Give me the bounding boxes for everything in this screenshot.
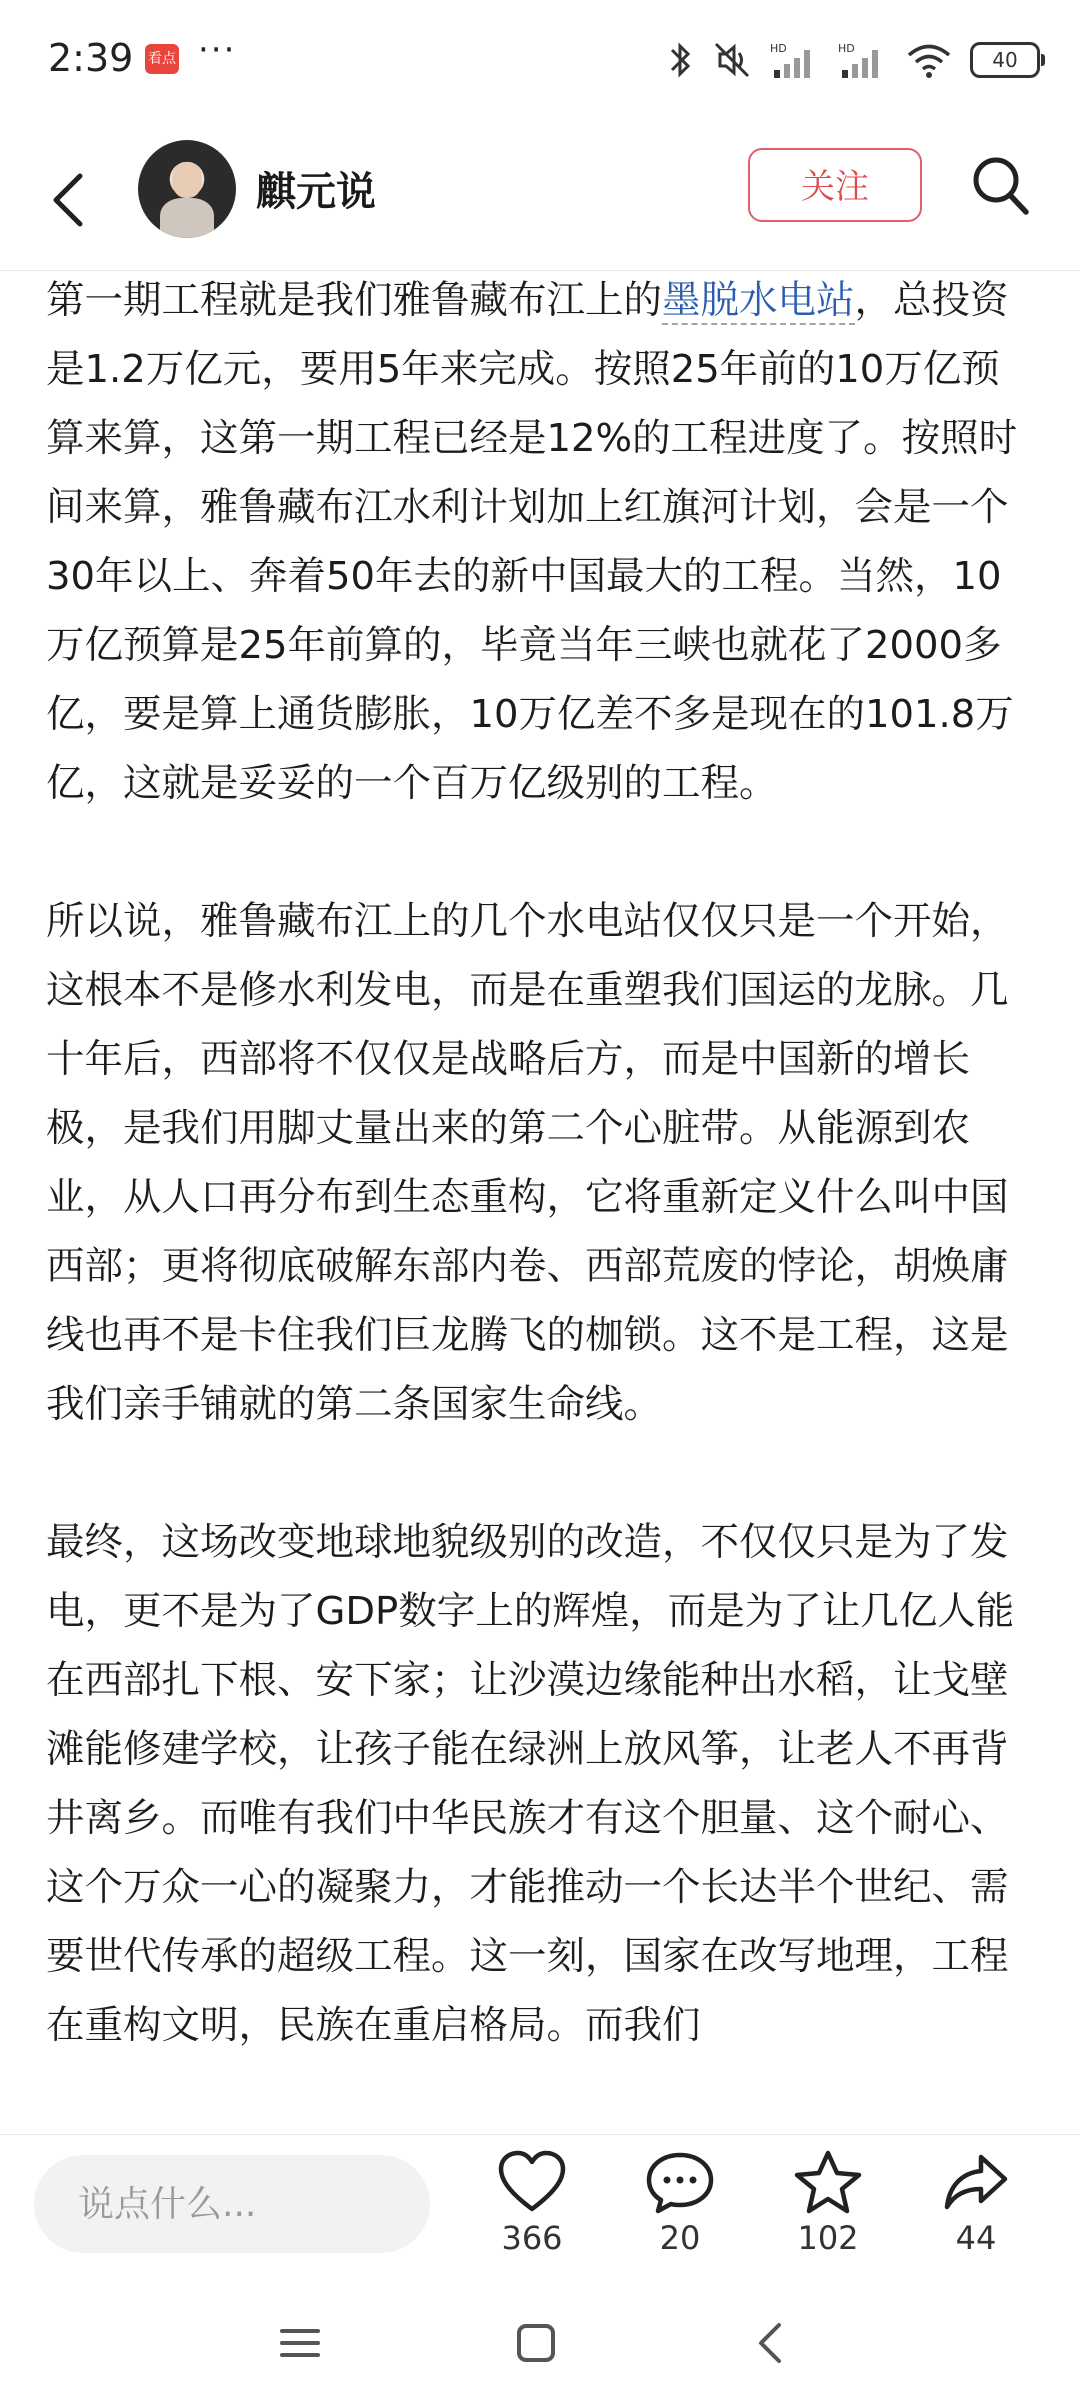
author-name[interactable]: 麒元说 [256,169,376,215]
status-bar [0,0,1080,120]
menu-icon [278,2323,322,2363]
app-badge-icon: 看点 [145,44,179,74]
favorite-button[interactable] [768,2143,888,2283]
nav-back-button[interactable] [730,2308,810,2378]
share-button[interactable] [916,2143,1036,2283]
battery-icon: 40 [970,42,1040,78]
back-button[interactable] [48,160,108,240]
avatar-face [172,162,202,198]
search-icon [968,150,1032,220]
mute-icon [712,40,752,80]
bluetooth-icon [668,40,694,80]
nav-menu-button[interactable] [260,2308,340,2378]
article-header [0,130,1080,271]
svg-text:HD: HD [770,42,787,55]
search-button[interactable] [968,150,1032,220]
comment-input[interactable] [34,2155,430,2253]
article-body [46,266,1036,2129]
follow-button[interactable]: 关注 [748,148,922,222]
share-count: 44 [955,2219,997,2257]
avatar-body [160,198,214,238]
signal-hd-icon [838,40,888,80]
system-nav-bar [0,2290,1080,2400]
status-time: 2:39 [48,36,134,80]
status-more-icon: ··· [198,30,237,70]
star-icon [793,2149,863,2215]
article-paragraph: 所以说，雅鲁藏布江上的几个水电站仅仅只是一个开始，这根本不是修水利发电，而是在重塑我们国运的龙脉。几十年后，西部将不仅仅是战略后方，而是中国新的增长极，是我们用脚丈量出来的第二个心脏带。从能源到农业，从人口再分布到生态重构，它将重新定义什么叫中国西部；更将彻底破解东部内卷、西部荒废的悖论，胡焕庸线也再不是卡住我们巨龙腾飞的枷锁。这不是工程，这是我们亲手铺就的第二条国家生命线。 [46,899,1009,1427]
comment-bubble-icon [644,2149,716,2215]
share-arrow-icon [941,2149,1011,2215]
article-paragraph: 最终，这场改变地球地貌级别的改造，不仅仅只是为了发电，更不是为了GDP数字上的辉煌，而是为了让几亿人能在西部扎下根、安下家；让沙漠边缘能种出水稻，让戈壁滩能修建学校，让孩子能在绿洲上放风筝，让老人不再背井离乡。而唯有我们中华民族才有这个胆量、这个耐心、这个万众一心的凝聚力，才能推动一个长达半个世纪、需要世代传承的超级工程。这一刻，国家在改写地理，工程在重构文明，民族在重启格局。而我们 [46,1520,1015,2048]
home-square-icon [515,2322,557,2364]
signal-hd-icon [770,40,820,80]
back-arrow-icon [48,170,88,230]
nav-back-icon [755,2321,785,2365]
like-count: 366 [501,2219,563,2257]
like-button[interactable] [472,2143,592,2283]
wifi-icon [906,40,952,80]
comment-button[interactable] [620,2143,740,2283]
article-paragraph: 第一期工程就是我们雅鲁藏布江上的墨脱水电站，总投资是1.2万亿元，要用5年来完成。按照25年前的10万亿预算来算，这第一期工程已经是12%的工程进度了。按照时间来算，雅鲁藏布江水利计划加上红旗河计划，会是一个30年以上、奔着50年去的新中国最大的工程。当然，10万亿预算是25年前算的，毕竟当年三峡也就花了2000多亿，要是算上通货膨胀，10万亿差不多是现在的101.8万亿，这就是妥妥的一个百万亿级别的工程。 [46,278,1018,806]
heart-icon [497,2149,567,2215]
avatar[interactable] [138,140,236,238]
entity-link[interactable]: 墨脱水电站 [662,278,855,323]
comment-count: 20 [659,2219,701,2257]
status-icons [668,38,1040,82]
favorite-count: 102 [797,2219,859,2257]
nav-home-button[interactable] [496,2308,576,2378]
action-bar [0,2134,1080,2285]
svg-text:HD: HD [838,42,855,55]
